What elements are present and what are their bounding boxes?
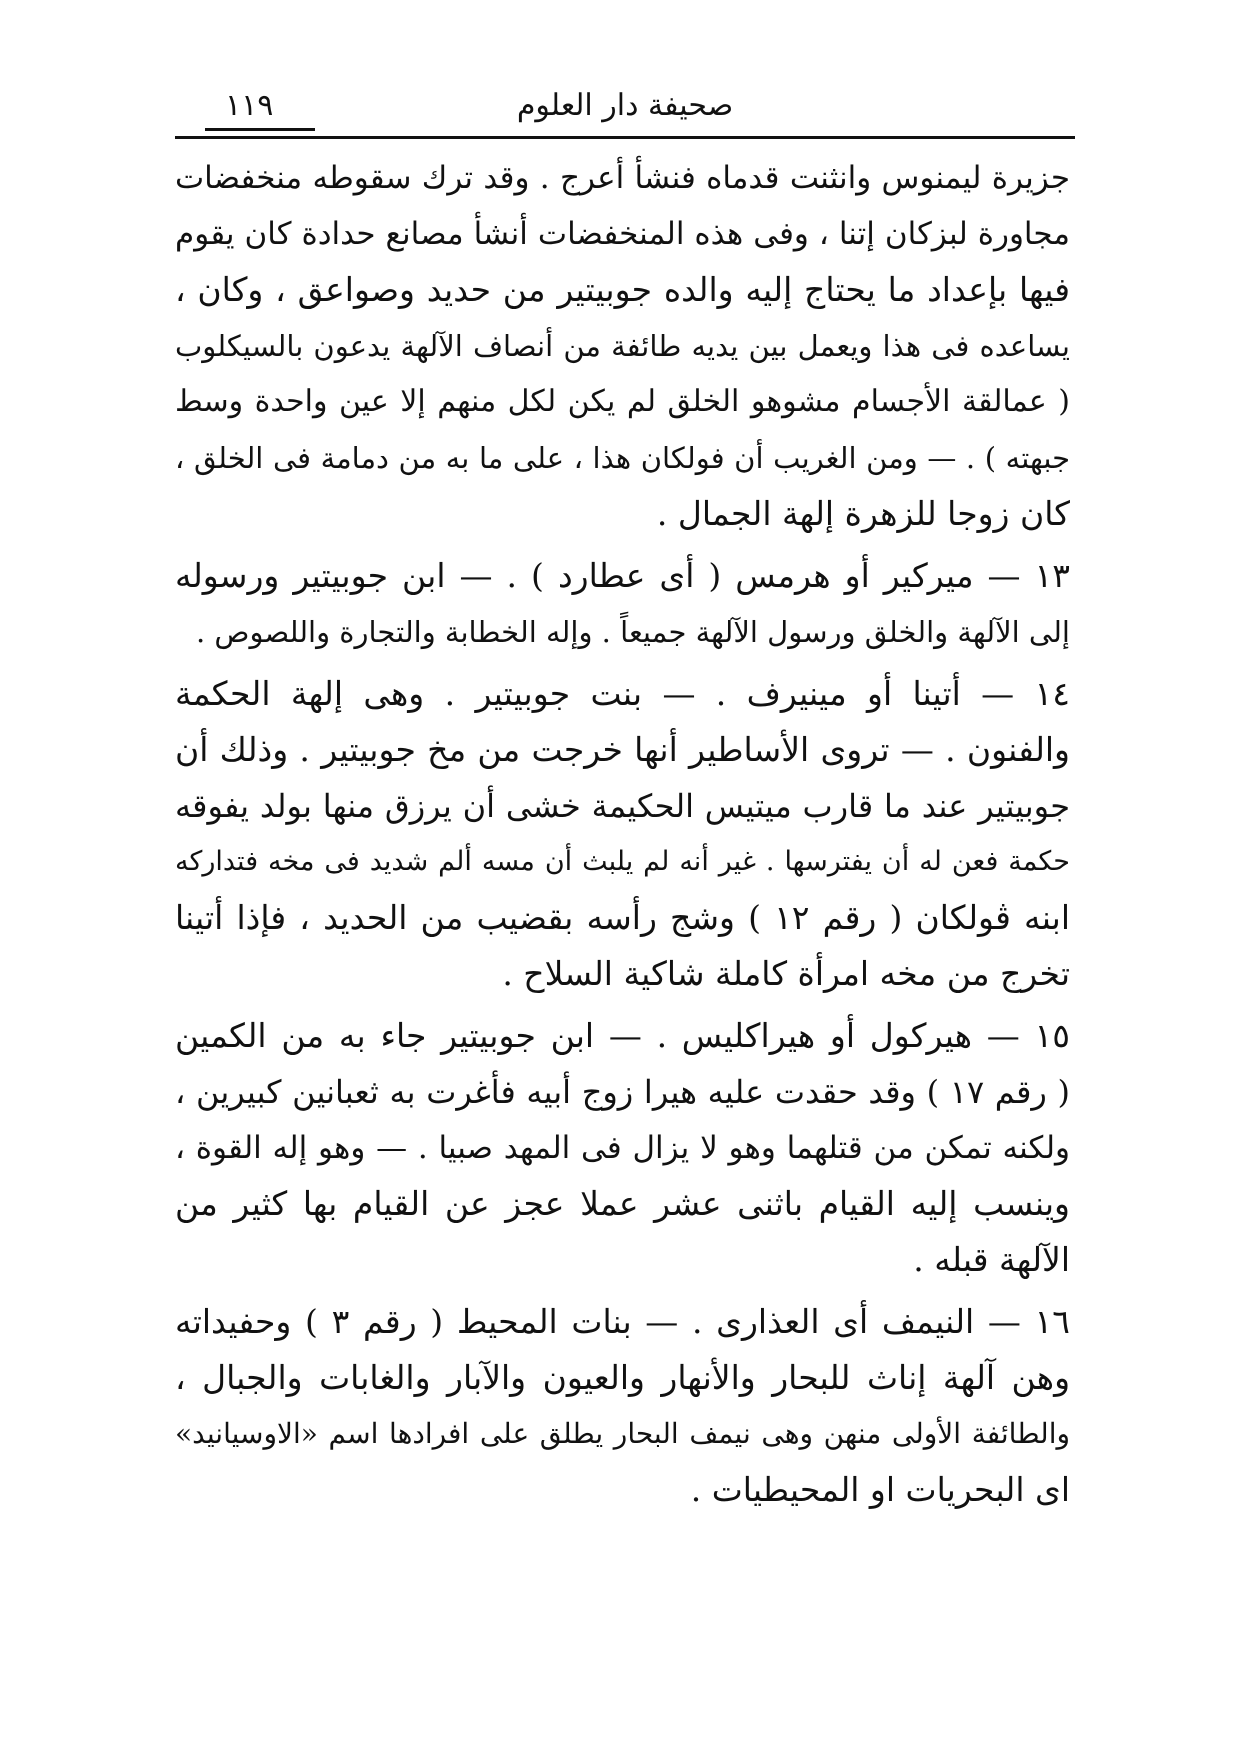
paragraph xyxy=(175,1294,1070,1518)
text-line: ١٥ — هيركول أو هيراكليس . — ابن جوبيتير جاء به من الكمين xyxy=(175,1016,1070,1055)
header-rule xyxy=(175,136,1075,139)
text-line: الآلهة قبله . xyxy=(913,1240,1070,1279)
text-line: ١٣ — ميركير أو هرمس ( أى عطارد ) . — ابن جوبيتير ورسوله xyxy=(175,556,1070,595)
paragraph xyxy=(175,150,1070,542)
text-line: يساعده فى هذا ويعمل بين يديه طائفة من أنصاف الآلهة يدعون بالسيكلوب xyxy=(175,329,1070,363)
page-number: ١١٩ xyxy=(225,88,274,123)
text-line: والطائفة الأولى منهن وهى نيمف البحار يطلق على افرادها اسم «الاوسيانيد» xyxy=(175,1417,1070,1450)
running-title: صحيفة دار العلوم xyxy=(516,88,734,123)
text-line: والفنون . — تروى الأساطير أنها خرجت من مخ جوبيتير . وذلك أن xyxy=(175,730,1070,769)
text-line: فيها بإعداد ما يحتاج إليه والده جوبيتير من حديد وصواعق ، وكان ، xyxy=(175,270,1070,309)
page-header xyxy=(175,80,1075,140)
paragraph xyxy=(175,1008,1070,1288)
text-line: جبهته ) . — ومن الغريب أن فولكان هذا ، على ما به من دمامة فى الخلق ، xyxy=(175,441,1070,475)
text-line: وينسب إليه القيام باثنى عشر عملا عجز عن القيام بها كثير من xyxy=(175,1184,1070,1223)
paragraph xyxy=(175,548,1070,660)
page-number-rule xyxy=(205,128,315,131)
text-line: جوبيتير عند ما قارب ميتيس الحكيمة خشى أن يرزق منها بولد يفوقه xyxy=(175,787,1070,825)
text-line: ( رقم ١٧ ) وقد حقدت عليه هيرا زوج أبيه فأغرت به ثعبانين كبيرين ، xyxy=(175,1073,1071,1111)
text-line: تخرج من مخه امرأة كاملة شاكية السلاح . xyxy=(502,954,1070,993)
text-line: كان زوجا للزهرة إلهة الجمال . xyxy=(656,494,1070,533)
text-line: ( عمالقة الأجسام مشوهو الخلق لم يكن لكل منهم إلا عين واحدة وسط xyxy=(175,384,1070,419)
text-line: إلى الآلهة والخلق ورسول الآلهة جميعاً . وإله الخطابة والتجارة واللصوص . xyxy=(195,615,1070,649)
text-line: ١٦ — النيمف أى العذارى . — بنات المحيط ( رقم ٣ ) وحفيداته xyxy=(175,1302,1070,1341)
text-line: ولكنه تمكن من قتلهما وهو لا يزال فى المهد صبيا . — وهو إله القوة ، xyxy=(175,1130,1070,1166)
text-line: حكمة فعن له أن يفترسها . غير أنه لم يلبث أن مسه ألم شديد فى مخه فتداركه xyxy=(175,846,1070,877)
text-line: مجاورة لبزكان إتنا ، وفى هذه المنخفضات أنشأ مصانع حدادة كان يقوم xyxy=(175,216,1070,252)
page-body xyxy=(175,150,1070,1518)
text-line: جزيرة ليمنوس وانثنت قدماه فنشأ أعرج . وقد ترك سقوطه منخفضات xyxy=(175,160,1070,196)
text-line: ابنه ڤولكان ( رقم ١٢ ) وشج رأسه بقضيب من الحديد ، فإذا أتينا xyxy=(175,898,1070,937)
text-line: اى البحريات او المحيطيات . xyxy=(690,1470,1070,1509)
text-line: وهن آلهة إناث للبحار والأنهار والعيون والآبار والغابات والجبال ، xyxy=(175,1358,1070,1397)
paragraph xyxy=(175,666,1070,1002)
text-line: ١٤ — أتينا أو مينيرف . — بنت جوبيتير . وهى إلهة الحكمة xyxy=(175,674,1070,713)
